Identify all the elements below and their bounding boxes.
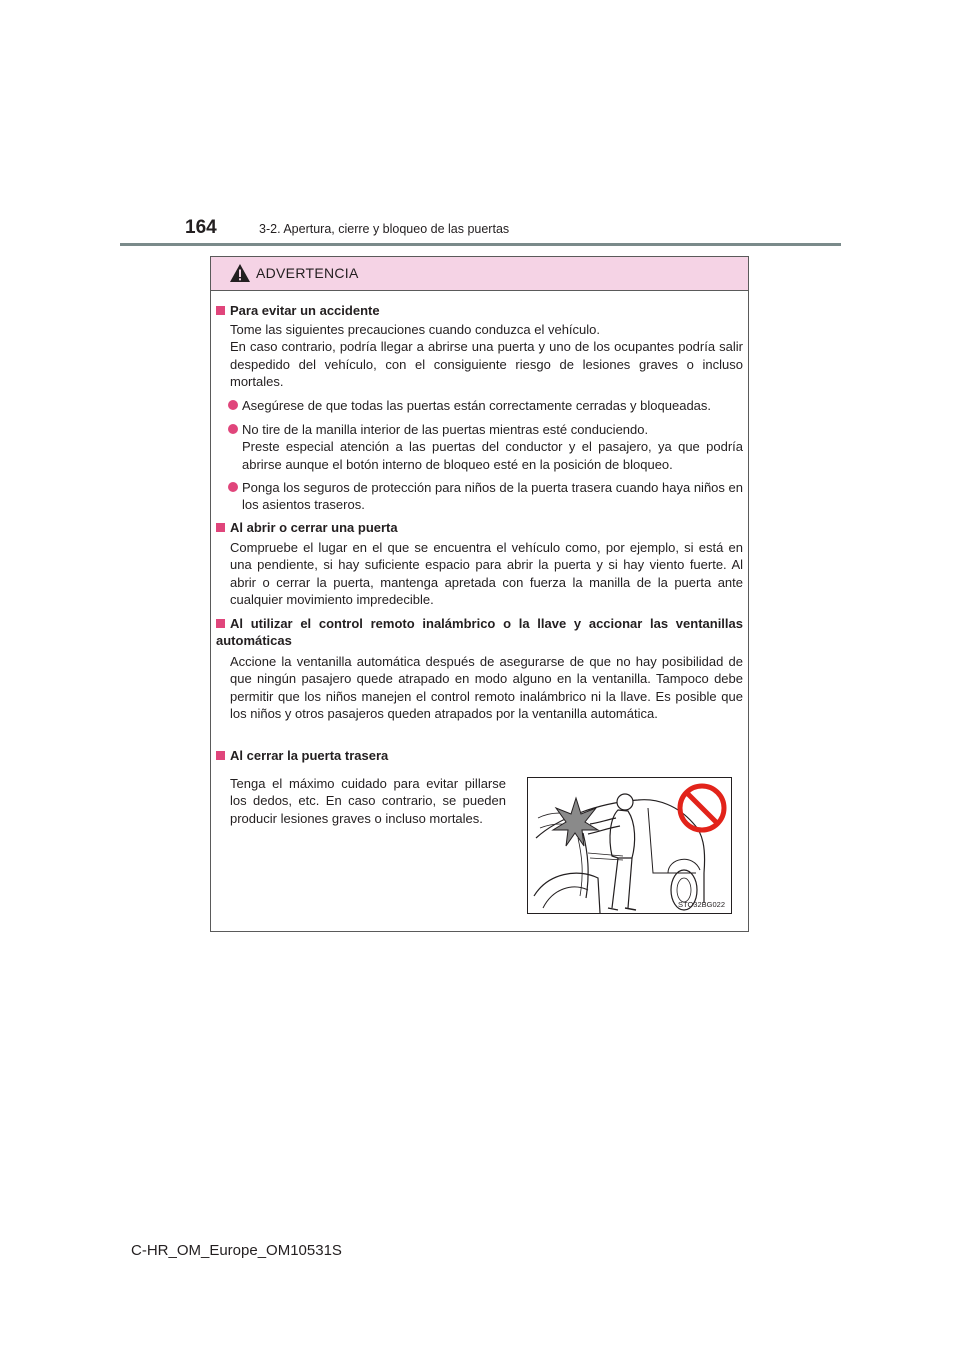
square-bullet-icon [216,751,225,760]
circle-bullet-icon [228,400,238,410]
footer-doc-id: C-HR_OM_Europe_OM10531S [131,1242,342,1259]
bullet-item: Ponga los seguros de protección para niños de la puerta trasera cuando haya niños en los asientos traseros. [228,479,743,514]
warning-header [211,257,748,291]
section-text-door: Compruebe el lugar en el que se encuentra el vehículo como, por ejemplo, si está en una pendiente, si hay suficiente espacio para abrir la puerta y si hay viento fuerte. Al abrir o cerrar la puerta, mantenga apretada con fuerza la manilla de la puerta ante cualquier movimiento impredecible. [230,540,743,607]
square-bullet-icon [216,306,225,315]
illustration-code: STO32BG022 [678,900,725,909]
section-heading-door: Al abrir o cerrar una puerta [216,519,743,536]
header-rule [120,243,841,246]
section-heading-rear-door: Al cerrar la puerta trasera [216,747,743,764]
circle-bullet-icon [228,424,238,434]
section-title: 3-2. Apertura, cierre y bloqueo de las puertas [259,222,510,236]
warning-box [210,256,749,932]
warning-triangle-icon [229,263,251,283]
section-heading-remote: Al utilizar el control remoto inalámbrico o la llave y accionar las ventanillas automáticas [216,616,743,648]
section-text-accident: Tome las siguientes precauciones cuando conduzca el vehículo. En caso contrario, podría llegar a abrirse una puerta y uno de los ocupantes podría salir despedido del vehículo, con el consiguiente riesgo de lesiones graves o incluso mortales. [230,322,743,389]
section-text-remote: Accione la ventanilla automática después de asegurarse de que no hay posibilidad de que ningún pasajero quede atrapado en modo alguno en la ventanilla. Tampoco debe permitir que los niños manejen el control remoto inalámbrico ni la llave. Es posible que los niños y otros pasajeros queden atrapados por la ventanilla automática. [230,654,743,721]
rear-door-illustration [527,777,732,914]
page-number: 164 [185,217,217,238]
section-text-rear-door: Tenga el máximo cuidado para evitar pillarse los dedos, etc. En caso contrario, se pueden producir lesiones graves o incluso mortales. [230,776,506,826]
warning-title: ADVERTENCIA [256,265,359,281]
prohibition-icon [676,782,728,834]
circle-bullet-icon [228,482,238,492]
section-heading-accident: Para evitar un accidente [216,302,743,319]
square-bullet-icon [216,523,225,532]
square-bullet-icon [216,619,225,628]
bullet-item: Asegúrese de que todas las puertas están correctamente cerradas y bloqueadas. [228,397,743,414]
bullet-item: No tire de la manilla interior de las puertas mientras esté conduciendo. Preste especial atención a las puertas del conductor y el pasajero, ya que podría abrirse aunque el botón interno de bloqueo esté en la posición de bloqueo. [228,421,743,473]
